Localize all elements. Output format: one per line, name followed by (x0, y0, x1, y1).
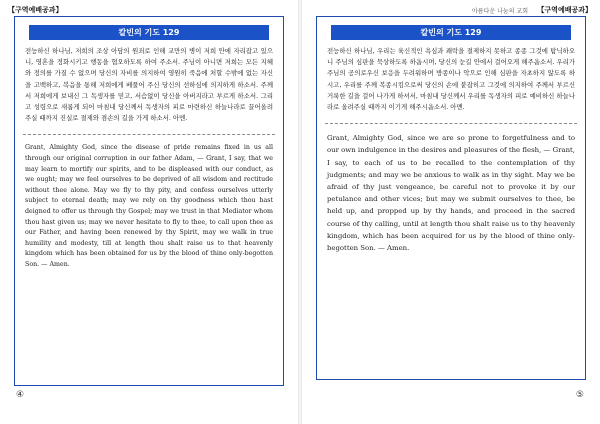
right-prayer-title: 칼빈의 기도 129 (331, 25, 571, 40)
right-english-text: Grant, Almighty God, since we are so prone to forgetfulness and to our own indulgence in the desires and pleasures of the flesh, — Grant, I say, to each of us to be recalled to the contemplation of thy judgments; and may we be anxious to walk as in thy sight. May we be afraid of thy just vengeance, be careful not to provoke it by our petulance and other vices; but may we submit ourselves to thee, be held up, and propped up by thy hands, and proceed in the sacred course of thy calling, until at length thou shalt raise us to thy heavenly kingdom, which has been acquired for us by the blood of thine only-begotten Son. — Amen. (327, 134, 575, 253)
right-korean-text: 전능하신 하나님, 우리는 육신적인 욕심과 쾌락을 절제하지 못하고 종종 그것에 탐닉하오니 주님의 심판을 묵상하도록 하옵시며, 당신의 눈길 안에서 걸어오게 해주옵소서. 우리가 주님의 공의로우신 보응을 두려워하며 방종이나 악으로 인해 심판을 자초하지 않도록 하시고, 우리를 주께 복종시킴으로써 당신의 손에 붙잡히고 그것에 의지하여 주께서 부르신 거룩한 길을 걸어 나가게 하셔서, 마침내 당신께서 우리를 독생자의 피로 예비하신 하늘나라로 올려주실 때까지 이기게 해주시옵소서. 아멘. (327, 47, 575, 112)
left-page (4, 0, 294, 424)
book-spine (298, 0, 302, 424)
left-english-text: Grant, Almighty God, since the disease of pride remains fixed in us all through our original corruption in our father Adam, — Grant, I say, that we may learn to mortify our spirits, and to be displeased with our conduct, as we ought; may we feel ourselves to be deprived of all wisdom and rectitude without thee alone. May we fly to thy pity, and confess ourselves utterly subject to eternal death; may we rely on thy goodness which thou hast deigned to offer us through thy Gospel; may we trust in that Mediator whom thou hast given us; may we never hesitate to fly to thee, to call upon thee as our Father, and having been renewed by thy Spirit, may we walk in true humility and modesty, till at length thou shalt raise us to that heavenly kingdom which has been obtained for us by the blood of thine only-begotten Son. — Amen. (25, 144, 273, 268)
left-prayer-frame (14, 16, 284, 386)
left-korean-text: 전능하신 하나님, 저희의 조상 아담의 원죄로 인해 교만의 병이 저희 안에 자리잡고 있으니, 영혼을 정화시키고 행동을 협오하도록 하여 주소서. 주님이 아니면 저희는 모든 지혜와 정의를 가질 수 없으며 당신의 자비를 의지하여 영원히 죽음에 처할 수밖에 없는 자신을 고백하고, 복음을 통해 저희에게 베풀어 주신 당신의 선하심에 의지하게 하소서. 주께서 저희에게 보내신 그 독생자를 믿고, 서슴없이 당신을 아버지라고 부르게 하소서. 그리고 성령으로 새롭게 되어 마침내 당신께서 독생자의 피로 마련하신 하늘나라로 끌어올려 주실 때까지 진실로 절제와 겸손의 길을 가게 하소서. 아멘. (25, 47, 273, 123)
left-prayer-title: 칼빈의 기도 129 (29, 25, 269, 40)
right-page (306, 0, 596, 424)
left-page-number: ④ (16, 390, 25, 400)
right-header-subtitle: 아름다운 나눔의 교회 (472, 8, 528, 15)
left-divider (23, 134, 275, 135)
right-prayer-frame (316, 16, 586, 380)
right-divider (325, 123, 577, 124)
right-header-tag: 【구역예배공과】 (537, 6, 592, 14)
right-page-number: ⑤ (575, 390, 584, 400)
left-header-tag: 【구역예배공과】 (8, 6, 63, 14)
